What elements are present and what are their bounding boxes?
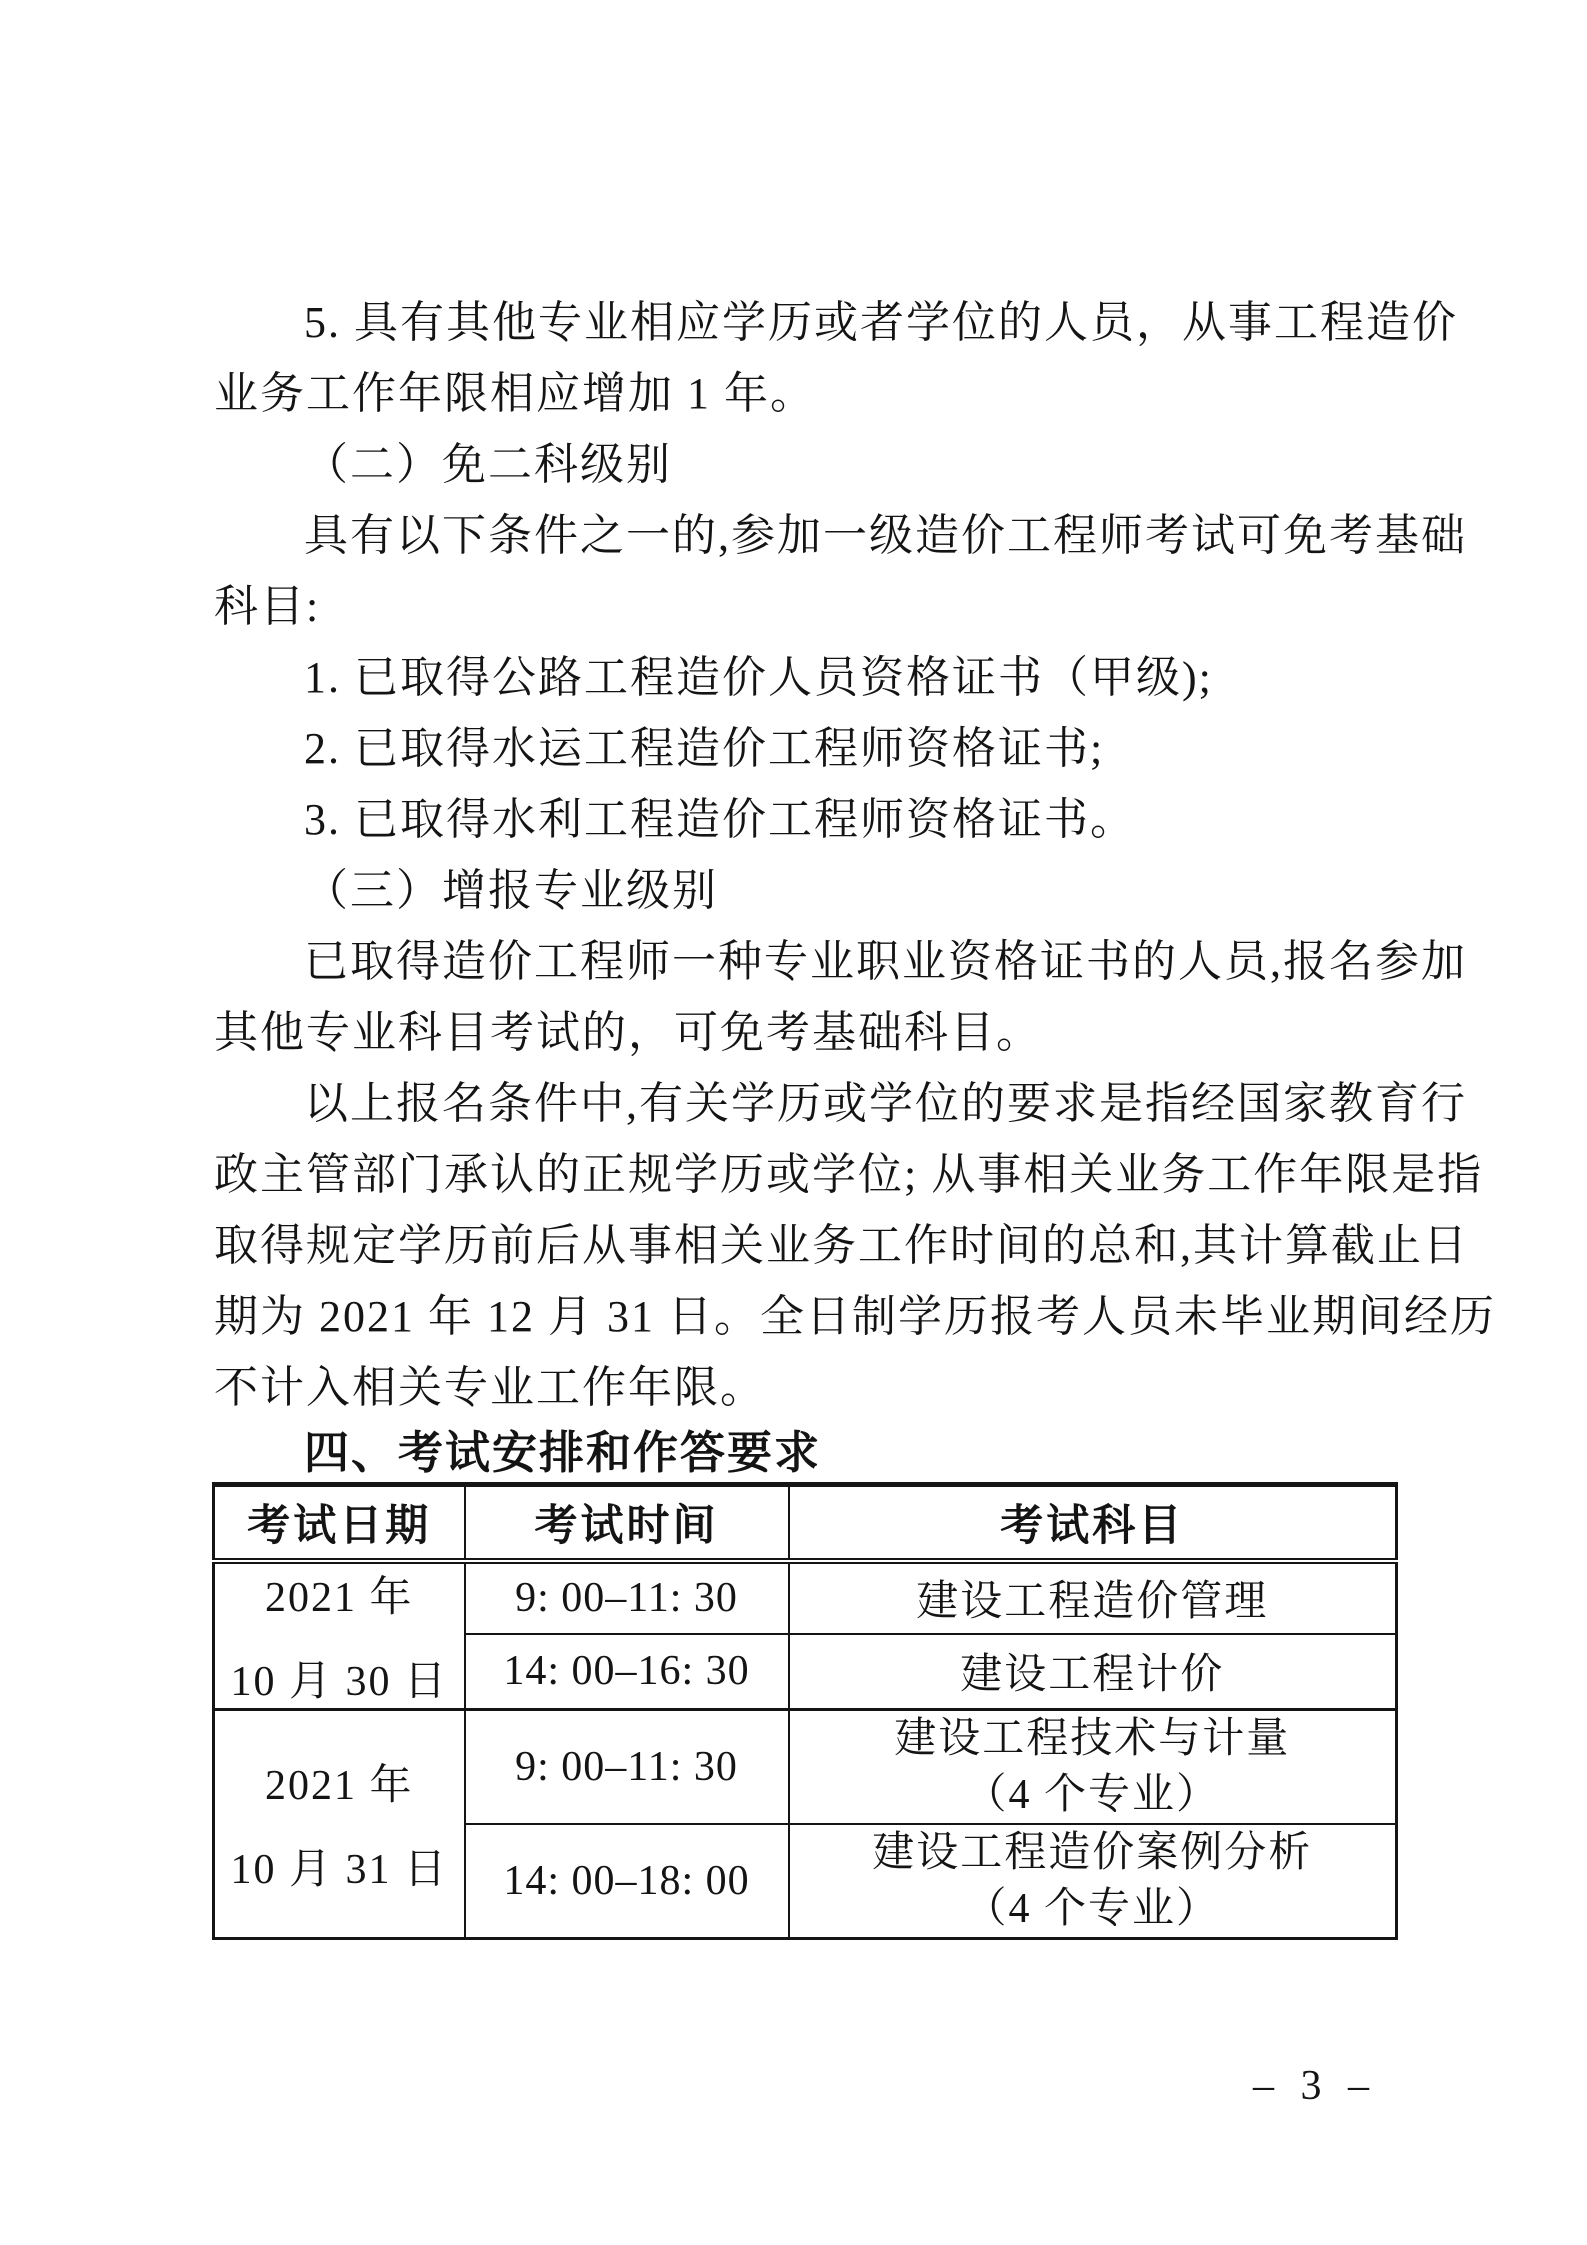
- subsection-heading: （三）增报专业级别: [304, 866, 718, 915]
- list-item: 3. 已取得水利工程造价工程师资格证书。: [304, 795, 1136, 844]
- exam-date-year: 2021 年: [264, 1762, 414, 1809]
- exam-subject-cell: [789, 1824, 1397, 1939]
- exam-date-cell: [214, 1709, 465, 1938]
- body-line: 以上报名条件中,有关学历或学位的要求是指经国家教育行: [304, 1079, 1467, 1128]
- exam-subject-cell: [789, 1709, 1397, 1824]
- exam-subject-line: （4 个专业）: [964, 1771, 1220, 1818]
- table-header-time: 考试时间: [465, 1485, 789, 1561]
- body-line: 不计入相关专业工作年限。: [214, 1363, 766, 1412]
- list-item: 2. 已取得水运工程造价工程师资格证书;: [304, 724, 1105, 773]
- body-line: 期为 2021 年 12 月 31 日。全日制学历报考人员未毕业期间经历: [214, 1292, 1496, 1341]
- exam-time-cell: 14: 00–16: 30: [465, 1634, 789, 1709]
- document-body: [214, 287, 1496, 1483]
- exam-time-cell: 9: 00–11: 30: [465, 1709, 789, 1824]
- body-line: 已取得造价工程师一种专业职业资格证书的人员,报名参加: [304, 937, 1467, 986]
- exam-date-day: 10 月 30 日: [230, 1658, 448, 1705]
- table-row: [214, 1561, 1397, 1634]
- exam-schedule-table-container: [212, 1482, 1398, 1932]
- exam-subject-line: 建设工程造价案例分析: [872, 1829, 1313, 1876]
- exam-time-cell: 9: 00–11: 30: [465, 1561, 789, 1634]
- table-header-date: 考试日期: [214, 1485, 465, 1561]
- table-header-subject: 考试科目: [789, 1485, 1397, 1561]
- body-line: 取得规定学历前后从事相关业务工作时间的总和,其计算截止日: [214, 1221, 1469, 1270]
- section-heading: 四、考试安排和作答要求: [304, 1427, 822, 1478]
- exam-subject-line: 建设工程技术与计量: [894, 1715, 1291, 1762]
- exam-time-cell: 14: 00–18: 00: [465, 1824, 789, 1939]
- body-line: 其他专业科目考试的，可免考基础科目。: [214, 1008, 1042, 1057]
- exam-schedule-table: [212, 1482, 1398, 1940]
- exam-subject-cell: 建设工程造价管理: [789, 1561, 1397, 1634]
- exam-date-year: 2021 年: [264, 1574, 414, 1621]
- body-line: 业务工作年限相应增加 1 年。: [214, 369, 816, 418]
- exam-date-day: 10 月 31 日: [230, 1846, 448, 1893]
- subsection-heading: （二）免二科级别: [304, 440, 672, 489]
- list-item: 1. 已取得公路工程造价人员资格证书（甲级);: [304, 653, 1213, 702]
- body-line: 政主管部门承认的正规学历或学位; 从事相关业务工作年限是指: [214, 1150, 1484, 1199]
- body-line: 5. 具有其他专业相应学历或者学位的人员，从事工程造价: [304, 298, 1458, 347]
- page-number: – 3 –: [1253, 2063, 1377, 2109]
- table-row: [214, 1709, 1397, 1824]
- body-line: 科目:: [214, 582, 321, 631]
- body-line: 具有以下条件之一的,参加一级造价工程师考试可免考基础: [304, 511, 1467, 560]
- exam-date-cell: [214, 1561, 465, 1710]
- exam-subject-line: （4 个专业）: [964, 1885, 1220, 1932]
- exam-subject-cell: 建设工程计价: [789, 1634, 1397, 1709]
- table-header-row: [214, 1485, 1397, 1561]
